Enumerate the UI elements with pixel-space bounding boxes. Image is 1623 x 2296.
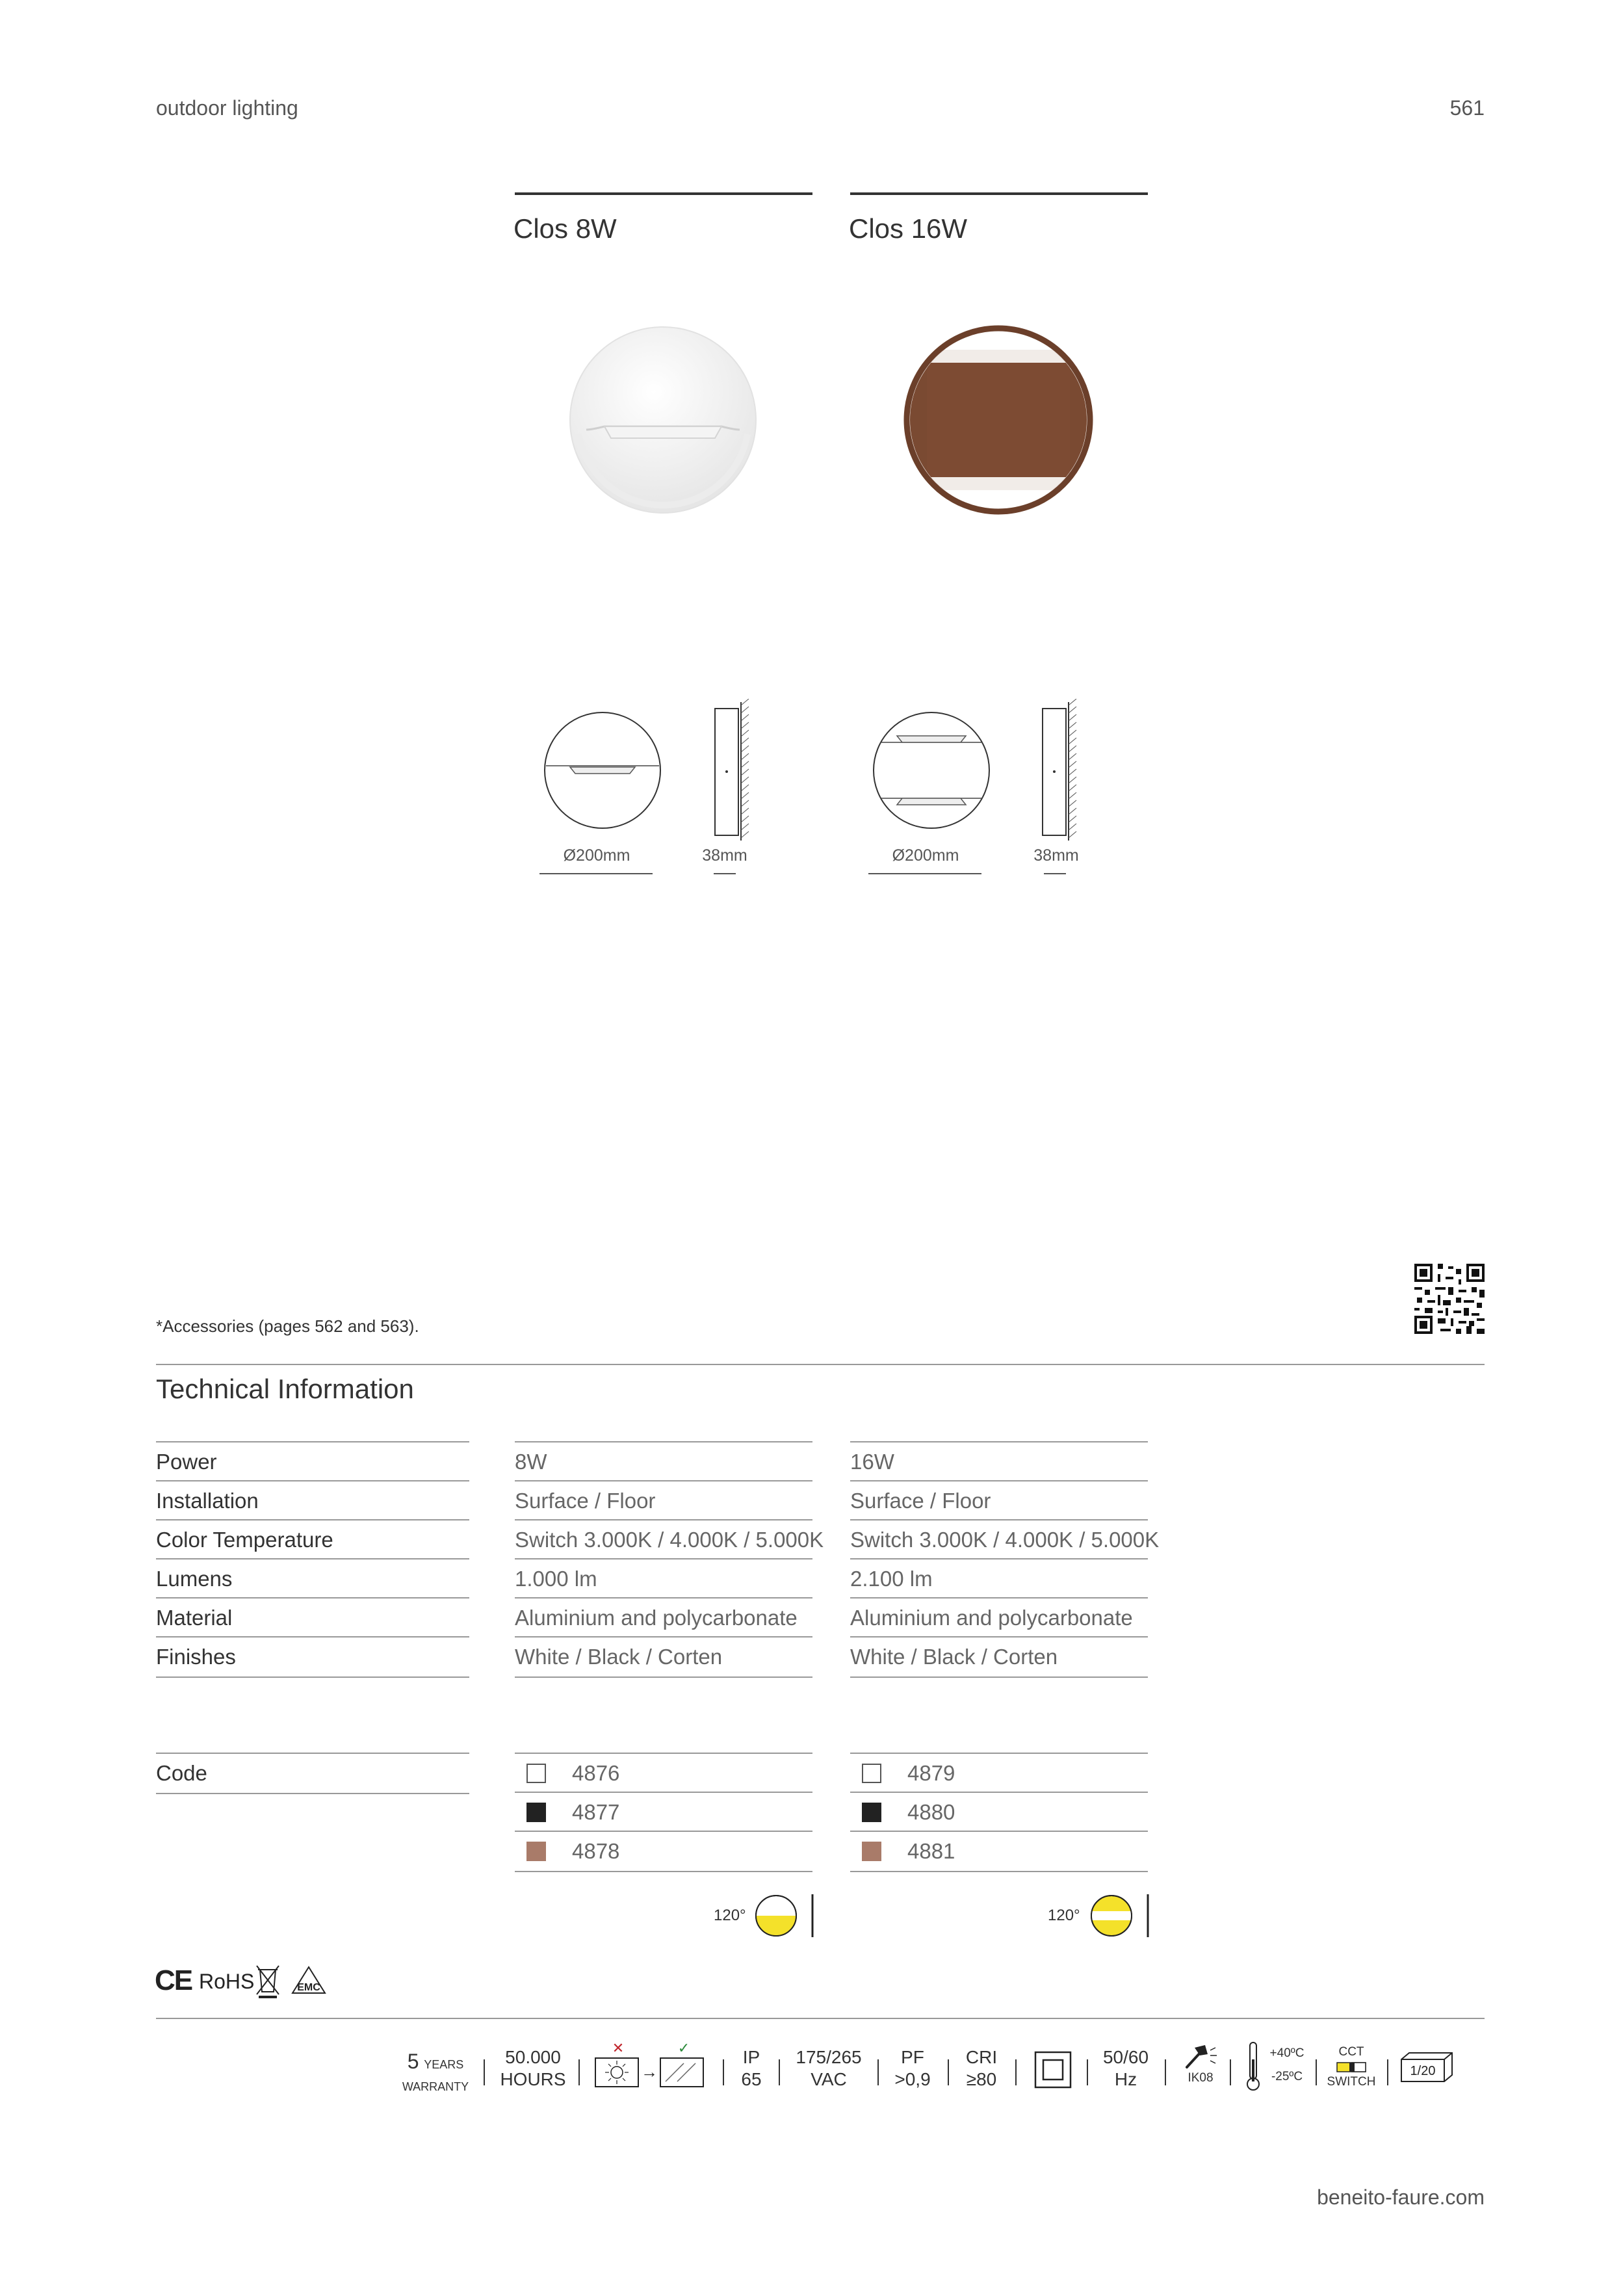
spec-value-color-temperature-8w: Switch 3.000K / 4.000K / 5.000K — [515, 1519, 812, 1559]
product-2-diameter: Ø200mm — [892, 846, 959, 865]
product-2-depth: 38mm — [1033, 846, 1079, 865]
footer-divider — [156, 2018, 1485, 2019]
separator — [877, 2059, 879, 2085]
separator — [484, 2059, 485, 2085]
qr-code[interactable] — [1414, 1264, 1485, 1334]
product-2-image — [901, 322, 1096, 517]
cct-switch-icon — [1336, 2062, 1366, 2072]
temperature-low: -25ºC — [1271, 2070, 1303, 2083]
separator — [1387, 2059, 1388, 2085]
product-1-side-drawing — [712, 699, 751, 842]
separator — [1165, 2059, 1166, 2085]
code-value: 4877 — [572, 1800, 620, 1824]
spec-value-material-8w: Aluminium and polycarbonate — [515, 1597, 812, 1637]
accessories-note: *Accessories (pages 562 and 563). — [156, 1316, 419, 1336]
code-value: 4878 — [572, 1839, 620, 1863]
separator — [1230, 2059, 1231, 2085]
separator — [948, 2059, 949, 2085]
code-value: 4881 — [907, 1839, 955, 1863]
code-row-16w-white — [850, 1753, 1148, 1793]
product-1-diameter: Ø200mm — [563, 846, 630, 865]
spec-value-installation-8w: Surface / Floor — [515, 1480, 812, 1520]
ce-mark: CE — [155, 1964, 192, 1996]
code-value: 4879 — [907, 1761, 955, 1785]
spec-value-material-16w: Aluminium and polycarbonate — [850, 1597, 1148, 1637]
section-title: outdoor lighting — [156, 96, 298, 120]
spec-label-power: Power — [156, 1441, 469, 1481]
separator — [578, 2059, 580, 2085]
technical-title: Technical Information — [156, 1374, 414, 1404]
frequency: 50/60 Hz — [1102, 2047, 1149, 2089]
svg-text:EMC: EMC — [297, 1982, 320, 1993]
svg-text:✕: ✕ — [612, 2041, 625, 2056]
separator — [1087, 2059, 1088, 2085]
technical-divider — [156, 1364, 1485, 1365]
hammer-impact-icon — [1183, 2044, 1221, 2070]
voltage: 175/265 VAC — [796, 2047, 862, 2089]
product-1-image — [565, 322, 760, 517]
spec-value-color-temperature-16w: Switch 3.000K / 4.000K / 5.000K — [850, 1519, 1148, 1559]
code-row-8w-white — [515, 1753, 812, 1793]
website-link[interactable]: beneito-faure.com — [1317, 2185, 1485, 2209]
code-row-16w-black — [850, 1792, 1148, 1832]
swatch-corten — [862, 1842, 881, 1861]
ip-rating: IP 65 — [741, 2047, 762, 2089]
code-label: Code — [156, 1753, 469, 1794]
cct-label: CCT — [1338, 2045, 1364, 2059]
product-2-front-drawing — [870, 709, 993, 832]
thermometer-icon — [1245, 2040, 1261, 2092]
spec-label-material: Material — [156, 1597, 469, 1637]
product-2-diameter-line — [868, 873, 981, 874]
swatch-black — [862, 1803, 881, 1822]
separator — [1316, 2059, 1317, 2085]
spec-label-finishes: Finishes — [156, 1636, 469, 1678]
swatch-white — [862, 1764, 881, 1783]
cct-switch-label: SWITCH — [1327, 2075, 1376, 2089]
cri-rating: CRI ≥80 — [965, 2047, 998, 2089]
warranty-badge: 5 YEARS WARRANTY — [402, 2050, 469, 2094]
spec-value-power-8w: 8W — [515, 1441, 812, 1481]
code-row-16w-corten — [850, 1831, 1148, 1872]
spec-value-power-16w: 16W — [850, 1441, 1148, 1481]
beam-angle-icon — [1088, 1893, 1153, 1938]
svg-text:→: → — [641, 2062, 658, 2081]
separator — [779, 2059, 780, 2085]
code-value: 4876 — [572, 1761, 620, 1785]
product-2-rule — [850, 192, 1148, 195]
code-row-8w-black — [515, 1792, 812, 1832]
scale-box-icon — [1399, 2049, 1455, 2085]
page-number: 561 — [1449, 96, 1485, 120]
spec-value-installation-16w: Surface / Floor — [850, 1480, 1148, 1520]
weee-bin-icon — [255, 1963, 281, 2000]
product-1-title: Clos 8W — [513, 213, 617, 244]
separator — [1015, 2059, 1017, 2085]
temperature-high: +40ºC — [1269, 2046, 1305, 2060]
spec-value-finishes-16w: White / Black / Corten — [850, 1636, 1148, 1678]
product-1-diameter-line — [539, 873, 653, 874]
lifetime-hours: 50.000 HOURS — [500, 2047, 566, 2089]
svg-text:✓: ✓ — [677, 2041, 690, 2056]
swatch-corten — [526, 1842, 546, 1861]
code-value: 4880 — [907, 1800, 955, 1824]
spec-label-color-temperature: Color Temperature — [156, 1519, 469, 1559]
rohs-mark: RoHS — [199, 1970, 255, 1993]
beam-angle-label-16w: 120° — [1048, 1907, 1080, 1924]
product-1-depth: 38mm — [702, 846, 747, 865]
spec-value-finishes-8w: White / Black / Corten — [515, 1636, 812, 1678]
product-2-depth-line — [1044, 873, 1066, 874]
product-2-side-drawing — [1040, 699, 1079, 842]
class-ii-insulation-icon — [1033, 2050, 1072, 2089]
spec-value-lumens-8w: 1.000 lm — [515, 1558, 812, 1598]
power-factor: PF >0,9 — [894, 2047, 931, 2089]
ik-rating: IK08 — [1188, 2071, 1214, 2085]
code-row-8w-corten — [515, 1831, 812, 1872]
product-1-rule — [515, 192, 812, 195]
swatch-white — [526, 1764, 546, 1783]
beam-angle-label-8w: 120° — [714, 1907, 746, 1924]
product-1-depth-line — [714, 873, 736, 874]
spec-label-installation: Installation — [156, 1480, 469, 1520]
product-2-title: Clos 16W — [849, 213, 968, 244]
spec-label-lumens: Lumens — [156, 1558, 469, 1598]
spec-value-lumens-16w: 2.100 lm — [850, 1558, 1148, 1598]
swatch-black — [526, 1803, 546, 1822]
product-1-front-drawing — [541, 709, 664, 832]
glare-diffuser-icon — [593, 2041, 712, 2093]
beam-angle-icon — [753, 1893, 818, 1938]
svg-text:1/20: 1/20 — [1410, 2064, 1436, 2078]
separator — [723, 2059, 724, 2085]
emc-icon — [290, 1964, 328, 1997]
